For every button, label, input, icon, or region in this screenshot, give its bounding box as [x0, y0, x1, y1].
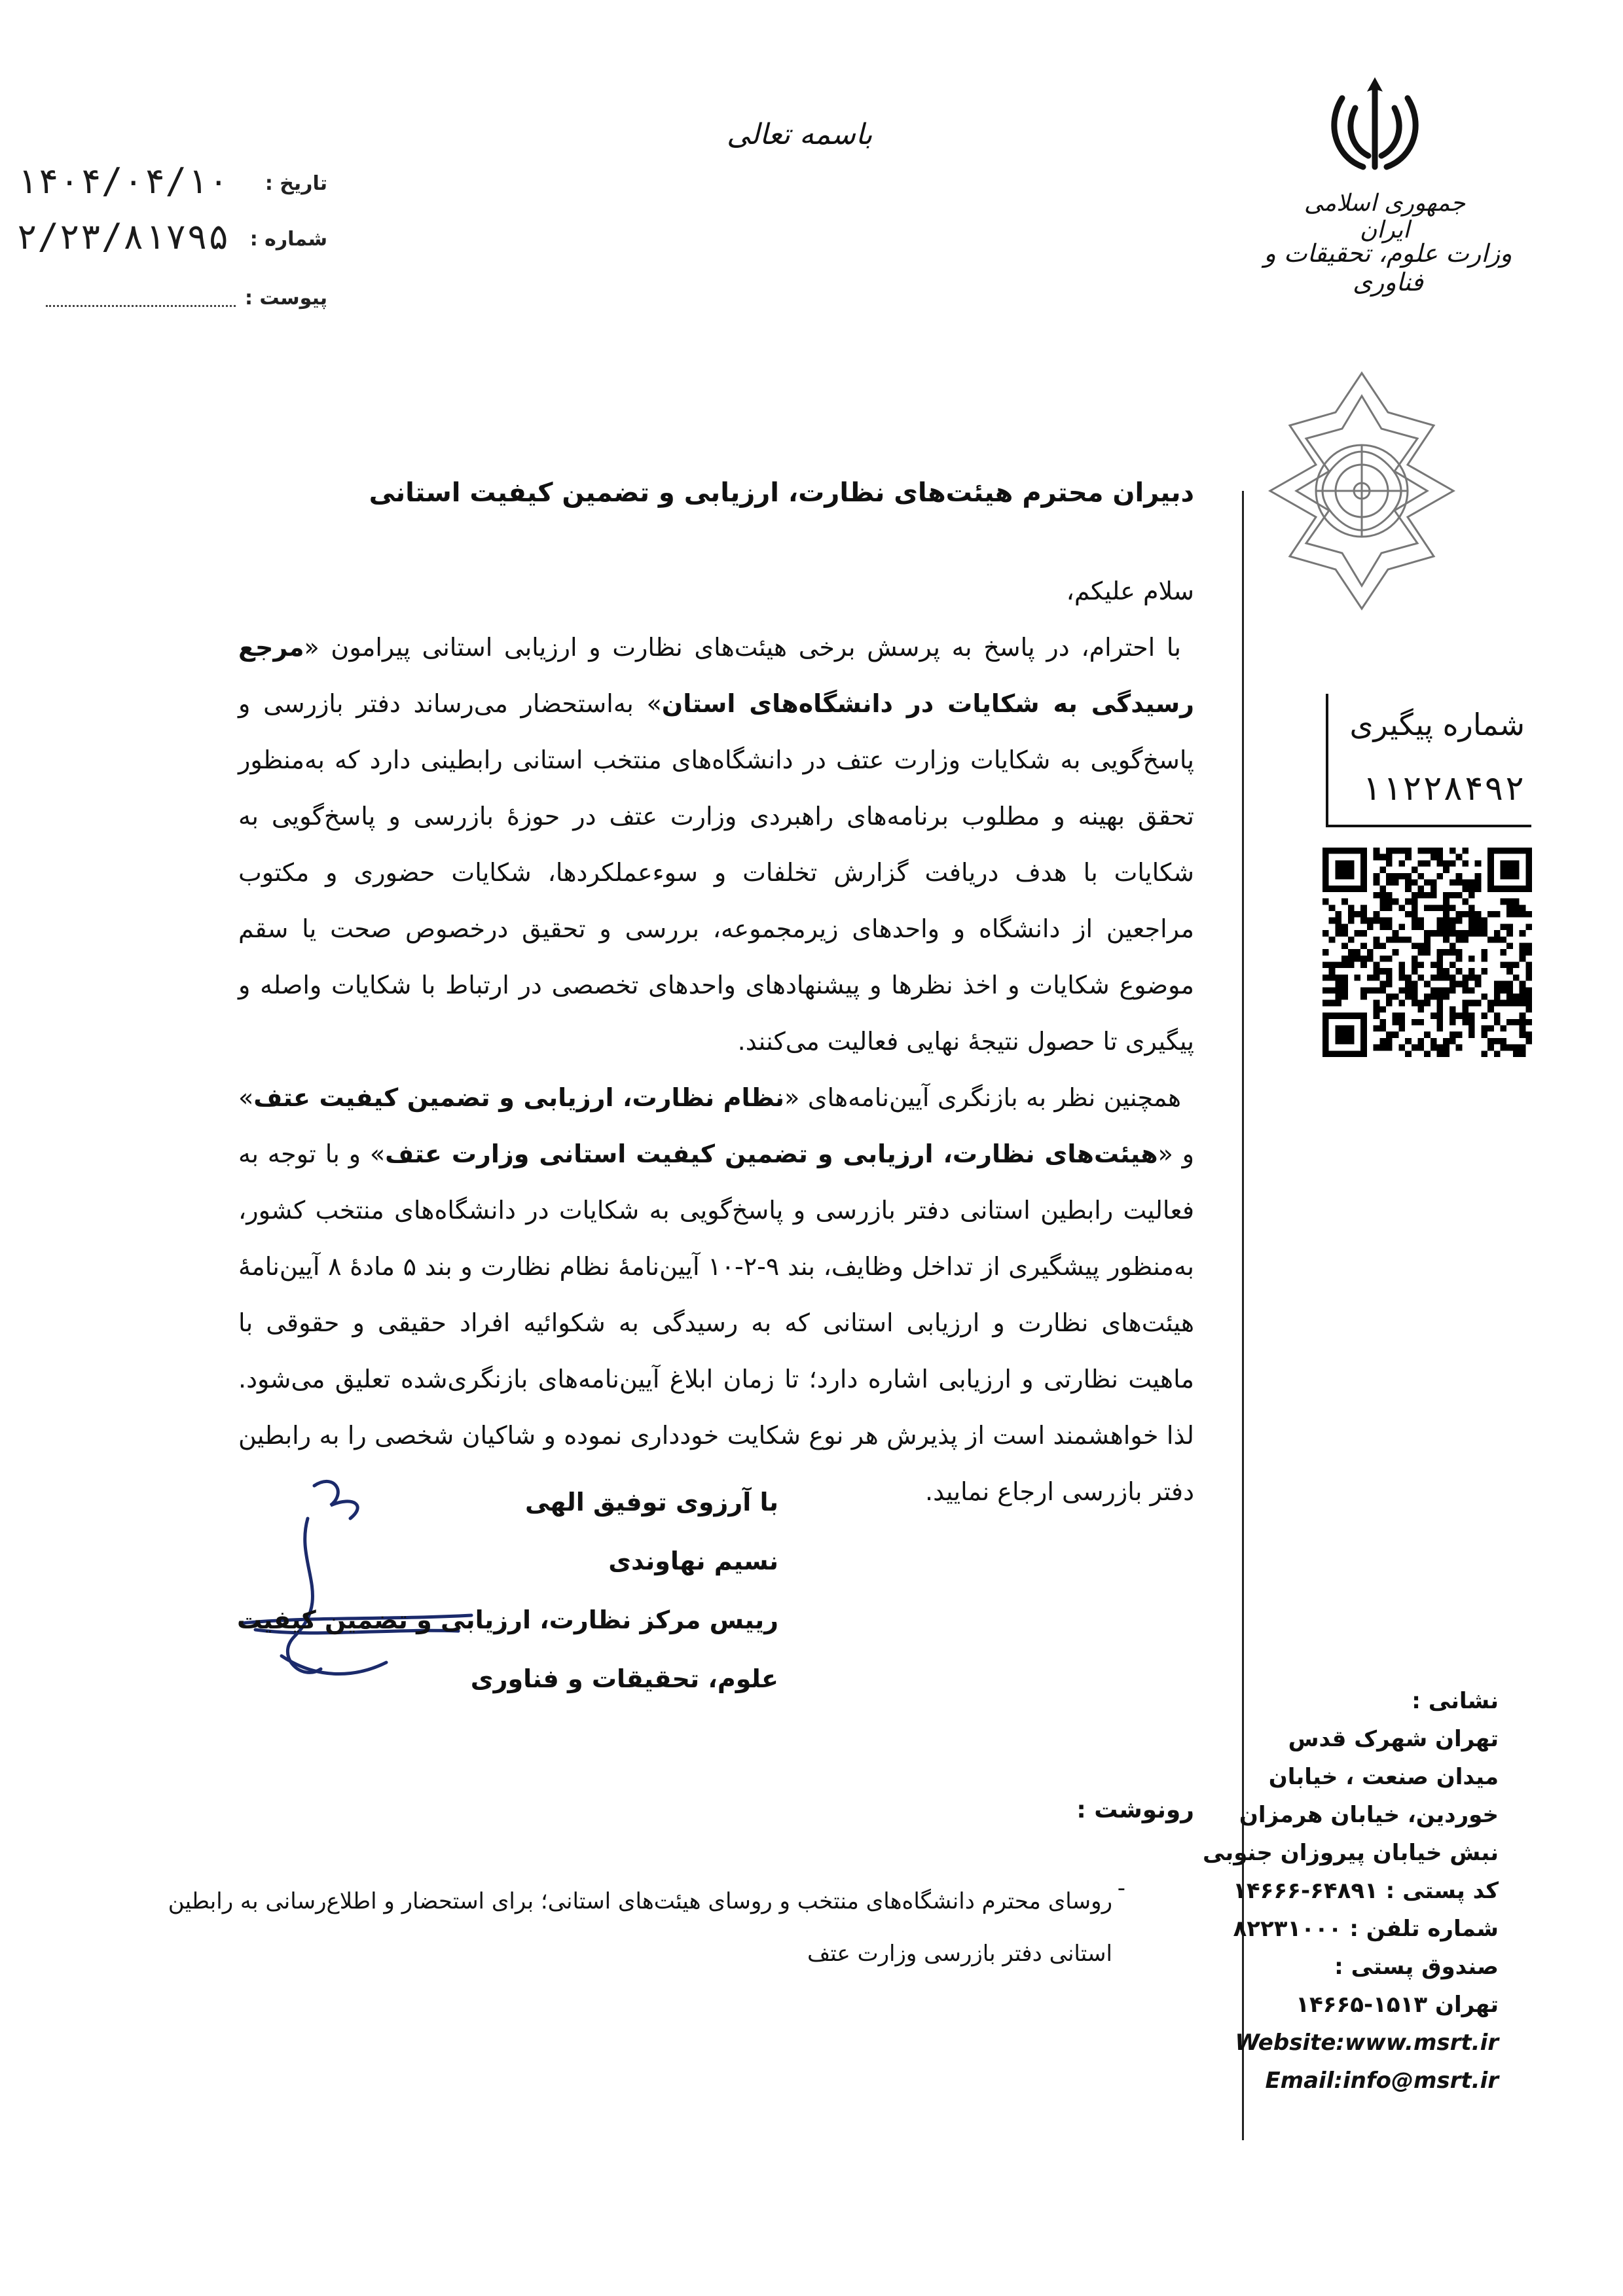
- postal-code: کد پستی : ۶۴۸۹۱-۱۴۶۶۶: [1233, 1878, 1499, 1904]
- bismillah: باسمه تعالی: [727, 118, 873, 151]
- attachment-row: [39, 275, 327, 321]
- date-label: تاریخ :: [264, 172, 327, 195]
- address-line: نشانی :: [1412, 1688, 1499, 1714]
- cc-text: روسای محترم دانشگاه‌های منتخب و روسای هیئت‌های استانی؛ برای استحضار و اطلاع‌رسانی به رابطین استانی دفتر بازرسی وزارت عتف: [168, 1888, 1112, 1967]
- tracking-number: ۱۱۲۲۸۴۹۲: [1360, 769, 1525, 808]
- attachment-dotted-line: [46, 305, 236, 307]
- attachment-label: پیوست :: [244, 287, 327, 310]
- phone: شماره تلفن : ۸۲۲۳۱۰۰۰: [1233, 1916, 1499, 1942]
- date-row: [16, 160, 327, 206]
- email-link[interactable]: Email:info@msrt.ir: [1265, 2068, 1499, 2094]
- signer-title-2: علوم، تحقیقات و فناوری: [470, 1664, 778, 1693]
- address-block: [1171, 1682, 1499, 2100]
- number-row: [16, 216, 327, 262]
- tracking-label: شماره پیگیری: [1349, 707, 1525, 742]
- cc-label: رونوشت :: [1076, 1797, 1194, 1823]
- org-name-line1: جمهوری اسلامی ایران: [1304, 190, 1466, 243]
- po-box-label: صندوق پستی :: [1334, 1954, 1499, 1980]
- address-line: تهران شهرک قدس: [1288, 1726, 1499, 1752]
- address-line: میدان صنعت ، خیابان: [1268, 1764, 1499, 1790]
- org-name-line2: وزارت علوم، تحقیقات و فناوری: [1264, 239, 1512, 296]
- arabesque-ornament-icon: [1264, 367, 1460, 615]
- number-value: ۲/۲۳/۸۱۷۹۵: [16, 216, 229, 257]
- recipient: دبیران محترم هیئت‌های نظارت، ارزیابی و تضمین کیفیت استانی: [369, 478, 1194, 508]
- paragraph-1: با احترام، در پاسخ به پرسش برخی هیئت‌های نظارت و ارزیابی استانی پیرامون «مرجع رسیدگی به شکایات در دانشگاه‌های استان» به‌استحضار می‌رساند دفتر بازرسی و پاسخ‌گویی به شکایات وزارت عتف در دانشگاه‌های منتخب استانی رابطینی دارد که به‌منظور تحقق بهینه و مطلوب برنامه‌های راهبردی وزارت عتف در حوزهٔ بازرسی و پاسخ‌گویی به شکایات با هدف دریافت گزارش تخلفات و سوءعملکردها، شکایات حضوری و مکتوب مراجعین از دانشگاه و واحدهای زیرمجموعه، بررسی و تحقیق درخصوص صحت یا سقم موضوع شکایات و اخذ نظرها و پیشنهادهای واحدهای تخصصی در ارتباط با شکایات واصله و پیگیری تا حصول نتیجهٔ نهایی فعالیت می‌کنند.: [238, 633, 1194, 1056]
- closing: با آرزوی توفیق الهی: [524, 1488, 778, 1516]
- letter-body: [238, 563, 1194, 1520]
- address-line: نبش خیابان پیروزان جنوبی: [1203, 1840, 1499, 1866]
- paragraph-2: همچنین نظر به بازنگری آیین‌نامه‌های «نظام نظارت، ارزیابی و تضمین کیفیت عتف» و «هیئت‌های نظارت، ارزیابی و تضمین کیفیت استانی وزارت عتف» و با توجه به فعالیت رابطین استانی دفتر بازرسی و پاسخ‌گویی به شکایات در دانشگاه‌های منتخب کشور، به‌منظور پیشگیری از تداخل وظایف، بند ۹-۲-۱۰ آیین‌نامهٔ نظام نظارت و بند ۵ مادهٔ ۸ آیین‌نامهٔ هیئت‌های نظارت و ارزیابی استانی که به رسیدگی به شکوائیه افراد حقیقی و حقوقی با ماهیت نظارتی و ارزیابی اشاره دارد؛ تا زمان ابلاغ آیین‌نامه‌های بازنگری‌شده تعلیق می‌شود. لذا خواهشمند است از پذیرش هر نوع شکایت خودداری نموده و شاکیان شخصی را به رابطین دفتر بازرسی ارجاع نمایید.: [238, 1083, 1194, 1506]
- signer-title-1: رییس مرکز نظارت، ارزیابی و تضمین کیفیت: [237, 1605, 778, 1634]
- cc-dash: -: [1117, 1875, 1125, 1901]
- website-link[interactable]: Website:www.msrt.ir: [1235, 2030, 1499, 2056]
- greeting: سلام علیکم،: [1066, 577, 1194, 605]
- number-label: شماره :: [249, 228, 327, 251]
- iran-emblem-icon: [1322, 72, 1427, 177]
- signer-name: نسیم نهاوندی: [608, 1547, 778, 1575]
- signature-block: [237, 1473, 778, 1708]
- po-box: تهران ۱۵۱۳-۱۴۶۶۵: [1296, 1992, 1499, 2018]
- date-value: ۱۴۰۴/۰۴/۱۰: [16, 160, 229, 202]
- qr-code-icon[interactable]: [1322, 848, 1532, 1057]
- tracking-box: [1326, 694, 1531, 827]
- address-line: خوردین، خیابان هرمزان: [1239, 1802, 1499, 1828]
